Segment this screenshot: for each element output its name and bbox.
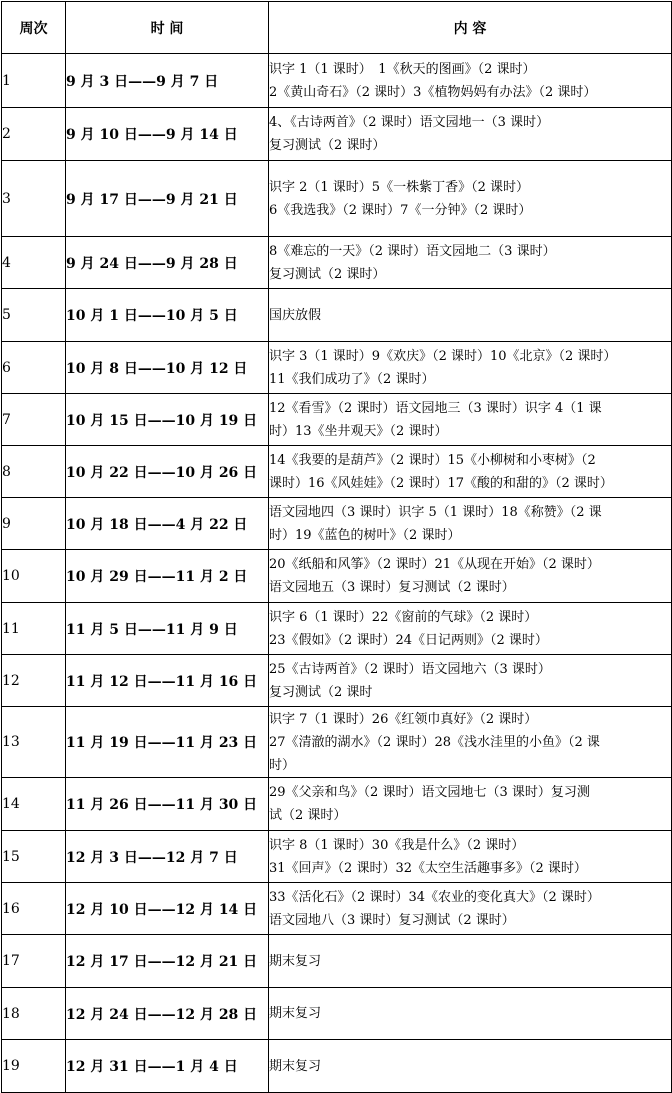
- table-row: [2, 54, 672, 108]
- table-row: [2, 603, 672, 655]
- date-range: 12 月 31 日——1 月 4 日: [66, 1040, 269, 1093]
- table-row: [2, 935, 672, 988]
- content-line: 识字 1（1 课时） 1《秋天的图画》（2 课时）: [269, 61, 536, 77]
- table-row: [2, 883, 672, 935]
- table-header-row: [2, 2, 672, 54]
- lesson-content: [269, 831, 672, 883]
- content-line: 识字 2（1 课时）5《一株紫丁香》（2 课时）: [269, 179, 529, 195]
- week-number: 19: [2, 1040, 66, 1093]
- content-line: 27《清澈的湖水》（2 课时）28《浅水洼里的小鱼》（2 课: [269, 734, 600, 750]
- content-line: 识字 3（1 课时）9《欢庆》（2 课时）10《北京》（2 课时）: [269, 348, 617, 364]
- lesson-content: [269, 707, 672, 778]
- week-number: 16: [2, 883, 66, 935]
- week-number: 13: [2, 707, 66, 778]
- lesson-content: [269, 655, 672, 707]
- table-row: [2, 1040, 672, 1093]
- date-range: 11 月 5 日——11 月 9 日: [66, 603, 269, 655]
- content-line: 期末复习: [269, 1058, 322, 1074]
- table-row: [2, 498, 672, 550]
- lesson-content: [269, 446, 672, 498]
- week-number: 10: [2, 550, 66, 603]
- lesson-content: [269, 289, 672, 342]
- header-week: 周次: [2, 2, 66, 54]
- content-line: 23《假如》（2 课时）24《日记两则》（2 课时）: [269, 632, 548, 648]
- lesson-content: [269, 342, 672, 394]
- table-row: [2, 831, 672, 883]
- lesson-content: [269, 161, 672, 237]
- content-line: 时）13《坐井观天》（2 课时）: [269, 423, 448, 439]
- lesson-content: [269, 988, 672, 1040]
- date-range: 12 月 3 日——12 月 7 日: [66, 831, 269, 883]
- content-line: 31《回声》（2 课时）32《太空生活趣事多》（2 课时）: [269, 860, 587, 876]
- date-range: 10 月 15 日——10 月 19 日: [66, 394, 269, 446]
- date-range: 10 月 29 日——11 月 2 日: [66, 550, 269, 603]
- lesson-content: [269, 883, 672, 935]
- header-time: 时 间: [66, 2, 269, 54]
- week-number: 18: [2, 988, 66, 1040]
- week-number: 6: [2, 342, 66, 394]
- week-number: 7: [2, 394, 66, 446]
- content-line: 期末复习: [269, 953, 322, 969]
- content-line: 识字 7（1 课时）26《红领巾真好》（2 课时）: [269, 711, 538, 727]
- content-line: 8《难忘的一天》（2 课时）语文园地二（3 课时）: [269, 243, 556, 259]
- content-line: 12《看雪》（2 课时）语文园地三（3 课时）识字 4（1 课: [269, 400, 602, 416]
- week-number: 11: [2, 603, 66, 655]
- date-range: 11 月 26 日——11 月 30 日: [66, 778, 269, 831]
- lesson-content: [269, 54, 672, 108]
- content-line: 4、《古诗两首》（2 课时）语文园地一（3 课时）: [269, 115, 550, 130]
- content-line: 25《古诗两首》（2 课时）语文园地六（3 课时）: [269, 661, 551, 677]
- week-number: 17: [2, 935, 66, 988]
- content-line: 2《黄山奇石》（2 课时）3《植物妈妈有办法》（2 课时）: [269, 84, 597, 100]
- date-range: 12 月 24 日——12 月 28 日: [66, 988, 269, 1040]
- date-range: 9 月 10 日——9 月 14 日: [66, 108, 269, 161]
- week-number: 5: [2, 289, 66, 342]
- date-range: 10 月 8 日——10 月 12 日: [66, 342, 269, 394]
- content-line: 识字 6（1 课时）22《窗前的气球》（2 课时）: [269, 609, 538, 625]
- date-range: 11 月 12 日——11 月 16 日: [66, 655, 269, 707]
- date-range: 12 月 10 日——12 月 14 日: [66, 883, 269, 935]
- table-row: [2, 778, 672, 831]
- table-row: [2, 237, 672, 289]
- lesson-content: [269, 1040, 672, 1093]
- lesson-content: [269, 108, 672, 161]
- date-range: 9 月 24 日——9 月 28 日: [66, 237, 269, 289]
- content-line: 课时）16《风娃娃》（2 课时）17《酸的和甜的》（2 课时）: [269, 475, 613, 491]
- date-range: 12 月 17 日——12 月 21 日: [66, 935, 269, 988]
- content-line: 复习测试（2 课时）: [269, 266, 386, 282]
- date-range: 9 月 17 日——9 月 21 日: [66, 161, 269, 237]
- table-row: [2, 161, 672, 237]
- table-row: [2, 108, 672, 161]
- week-number: 1: [2, 54, 66, 108]
- content-line: 复习测试（2 课时）: [269, 138, 386, 153]
- date-range: 10 月 18 日——4 月 22 日: [66, 498, 269, 550]
- lesson-content: [269, 778, 672, 831]
- table-row: [2, 655, 672, 707]
- table-row: [2, 342, 672, 394]
- week-number: 8: [2, 446, 66, 498]
- content-line: 语文园地五（3 课时）复习测试（2 课时）: [269, 580, 515, 595]
- lesson-content: [269, 550, 672, 603]
- lesson-content: [269, 237, 672, 289]
- table-row: [2, 988, 672, 1040]
- content-line: 复习测试（2 课时: [269, 684, 373, 700]
- lesson-content: [269, 498, 672, 550]
- week-number: 12: [2, 655, 66, 707]
- date-range: 11 月 19 日——11 月 23 日: [66, 707, 269, 778]
- lesson-content: [269, 603, 672, 655]
- content-line: 20《纸船和风筝》（2 课时）21《从现在开始》（2 课时）: [269, 557, 600, 572]
- teaching-schedule-table: [1, 1, 672, 1093]
- content-line: 期末复习: [269, 1006, 322, 1021]
- table-row: [2, 707, 672, 778]
- table-row: [2, 446, 672, 498]
- content-line: 语文园地四（3 课时）识字 5（1 课时）18《称赞》（2 课: [269, 504, 602, 520]
- date-range: 9 月 3 日——9 月 7 日: [66, 54, 269, 108]
- lesson-content: [269, 935, 672, 988]
- header-content: 内 容: [269, 2, 672, 54]
- content-line: 时）: [269, 757, 296, 773]
- date-range: 10 月 1 日——10 月 5 日: [66, 289, 269, 342]
- week-number: 15: [2, 831, 66, 883]
- week-number: 2: [2, 108, 66, 161]
- content-line: 时）19《蓝色的树叶》（2 课时）: [269, 527, 461, 543]
- date-range: 10 月 22 日——10 月 26 日: [66, 446, 269, 498]
- content-line: 国庆放假: [269, 307, 322, 323]
- content-line: 29《父亲和鸟》（2 课时）语文园地七（3 课时）复习测: [269, 785, 590, 800]
- week-number: 9: [2, 498, 66, 550]
- content-line: 试（2 课时）: [269, 808, 347, 823]
- content-line: 识字 8（1 课时）30《我是什么》（2 课时）: [269, 837, 525, 853]
- content-line: 语文园地八（3 课时）复习测试（2 课时）: [269, 912, 515, 928]
- content-line: 6《我选我》（2 课时）7《一分钟》（2 课时）: [269, 202, 532, 218]
- week-number: 3: [2, 161, 66, 237]
- table-row: [2, 289, 672, 342]
- table-row: [2, 394, 672, 446]
- table-row: [2, 550, 672, 603]
- week-number: 14: [2, 778, 66, 831]
- content-line: 14《我要的是葫芦》（2 课时）15《小柳树和小枣树》（2: [269, 452, 596, 468]
- content-line: 11《我们成功了》（2 课时）: [269, 371, 435, 387]
- content-line: 33《活化石》（2 课时）34《农业的变化真大》（2 课时）: [269, 889, 600, 905]
- table-body: [2, 54, 672, 1093]
- week-number: 4: [2, 237, 66, 289]
- lesson-content: [269, 394, 672, 446]
